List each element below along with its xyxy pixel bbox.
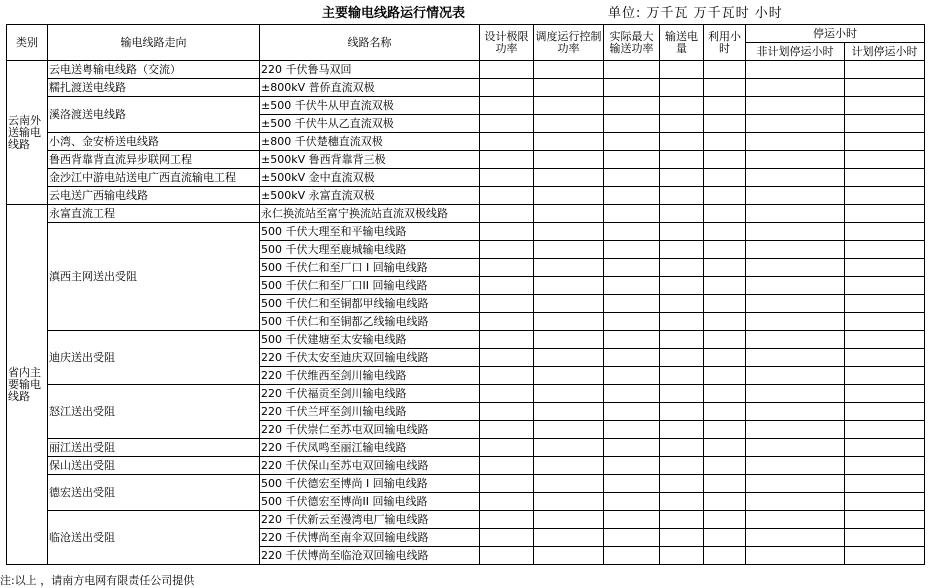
value-cell xyxy=(845,421,925,439)
value-cell xyxy=(534,493,604,511)
value-cell xyxy=(660,151,704,169)
value-cell xyxy=(660,241,704,259)
value-cell xyxy=(534,313,604,331)
value-cell xyxy=(534,169,604,187)
header-design-limit: 设计极限功率 xyxy=(480,25,534,61)
line-name-cell: 500 千伏大理至和平输电线路 xyxy=(260,223,480,241)
value-cell xyxy=(480,367,534,385)
value-cell xyxy=(746,457,845,475)
value-cell xyxy=(704,349,746,367)
line-name-cell: 500 千伏建塘至太安输电线路 xyxy=(260,331,480,349)
header-category: 类别 xyxy=(7,25,48,61)
value-cell xyxy=(604,349,660,367)
value-cell xyxy=(660,61,704,79)
value-cell xyxy=(534,205,604,223)
value-cell xyxy=(704,403,746,421)
value-cell xyxy=(845,241,925,259)
value-cell xyxy=(604,457,660,475)
value-cell xyxy=(746,439,845,457)
value-cell xyxy=(704,241,746,259)
value-cell xyxy=(704,439,746,457)
value-cell xyxy=(746,79,845,97)
value-cell xyxy=(604,151,660,169)
value-cell xyxy=(660,79,704,97)
value-cell xyxy=(534,223,604,241)
value-cell xyxy=(480,313,534,331)
value-cell xyxy=(480,529,534,547)
value-cell xyxy=(845,205,925,223)
line-name-cell: 永仁换流站至富宁换流站直流双极线路 xyxy=(260,205,480,223)
value-cell xyxy=(746,151,845,169)
value-cell xyxy=(746,511,845,529)
table-row xyxy=(7,223,925,241)
line-name-cell: ±800kV 普侨直流双极 xyxy=(260,79,480,97)
value-cell xyxy=(604,421,660,439)
value-cell xyxy=(480,151,534,169)
value-cell xyxy=(534,295,604,313)
value-cell xyxy=(604,385,660,403)
value-cell xyxy=(746,403,845,421)
value-cell xyxy=(604,529,660,547)
value-cell xyxy=(604,205,660,223)
value-cell xyxy=(660,223,704,241)
value-cell xyxy=(704,367,746,385)
value-cell xyxy=(704,79,746,97)
value-cell xyxy=(746,259,845,277)
value-cell xyxy=(534,511,604,529)
line-name-cell: ±500kV 金中直流双极 xyxy=(260,169,480,187)
line-name-cell: ±500kV 鲁西背靠背三极 xyxy=(260,151,480,169)
value-cell xyxy=(660,115,704,133)
value-cell xyxy=(704,493,746,511)
value-cell xyxy=(746,313,845,331)
value-cell xyxy=(660,277,704,295)
route-cell: 保山送出受阻 xyxy=(48,457,260,475)
table-row xyxy=(7,97,925,115)
value-cell xyxy=(660,547,704,565)
category-cell: 云南外送输电线路 xyxy=(7,61,48,205)
line-name-cell: 220 千伏新云至漫湾电厂输电线路 xyxy=(260,511,480,529)
value-cell xyxy=(480,457,534,475)
value-cell xyxy=(604,115,660,133)
line-name-cell: ±500 千伏牛从乙直流双极 xyxy=(260,115,480,133)
value-cell xyxy=(534,151,604,169)
line-name-cell: ±500 千伏牛从甲直流双极 xyxy=(260,97,480,115)
line-name-cell: 220 千伏太安至迪庆双回输电线路 xyxy=(260,349,480,367)
value-cell xyxy=(845,79,925,97)
value-cell xyxy=(480,439,534,457)
value-cell xyxy=(534,79,604,97)
value-cell xyxy=(534,259,604,277)
route-cell: 滇西主网送出受阻 xyxy=(48,223,260,331)
value-cell xyxy=(604,187,660,205)
value-cell xyxy=(704,61,746,79)
value-cell xyxy=(746,385,845,403)
value-cell xyxy=(480,331,534,349)
value-cell xyxy=(704,313,746,331)
value-cell xyxy=(480,79,534,97)
line-name-cell: ±500kV 永富直流双极 xyxy=(260,187,480,205)
line-name-cell: 220 千伏凤鸣至丽江输电线路 xyxy=(260,439,480,457)
value-cell xyxy=(660,133,704,151)
value-cell xyxy=(480,97,534,115)
value-cell xyxy=(845,169,925,187)
value-cell xyxy=(534,439,604,457)
value-cell xyxy=(604,79,660,97)
value-cell xyxy=(704,223,746,241)
value-cell xyxy=(534,241,604,259)
value-cell xyxy=(534,349,604,367)
value-cell xyxy=(660,511,704,529)
value-cell xyxy=(746,205,845,223)
value-cell xyxy=(845,277,925,295)
value-cell xyxy=(660,421,704,439)
value-cell xyxy=(704,547,746,565)
route-cell: 云电送广西输电线路 xyxy=(48,187,260,205)
route-cell: 金沙江中游电站送电广西直流输电工程 xyxy=(48,169,260,187)
value-cell xyxy=(746,61,845,79)
value-cell xyxy=(660,187,704,205)
value-cell xyxy=(746,223,845,241)
value-cell xyxy=(746,475,845,493)
value-cell xyxy=(534,367,604,385)
value-cell xyxy=(534,115,604,133)
value-cell xyxy=(480,277,534,295)
value-cell xyxy=(704,457,746,475)
header-route: 输电线路走向 xyxy=(48,25,260,61)
value-cell xyxy=(604,439,660,457)
table-row xyxy=(7,511,925,529)
line-name-cell: 220 千伏鲁马双回 xyxy=(260,61,480,79)
header-line-name: 线路名称 xyxy=(260,25,480,61)
line-name-cell: 220 千伏福贡至剑川输电线路 xyxy=(260,385,480,403)
value-cell xyxy=(604,547,660,565)
header-dispatch-control: 调度运行控制功率 xyxy=(534,25,604,61)
value-cell xyxy=(746,133,845,151)
route-cell: 小湾、金安桥送电线路 xyxy=(48,133,260,151)
value-cell xyxy=(845,529,925,547)
value-cell xyxy=(480,133,534,151)
value-cell xyxy=(845,475,925,493)
line-name-cell: 220 千伏兰坪至剑川输电线路 xyxy=(260,403,480,421)
value-cell xyxy=(660,169,704,187)
value-cell xyxy=(746,295,845,313)
route-cell: 鲁西背靠背直流异步联网工程 xyxy=(48,151,260,169)
value-cell xyxy=(480,61,534,79)
line-name-cell: 500 千伏仁和至厂口II 回输电线路 xyxy=(260,277,480,295)
line-name-cell: 500 千伏大理至鹿城输电线路 xyxy=(260,241,480,259)
line-name-cell: 500 千伏仁和至铜都乙线输电线路 xyxy=(260,313,480,331)
value-cell xyxy=(480,403,534,421)
table-row xyxy=(7,385,925,403)
header-unplanned: 非计划停运小时 xyxy=(746,43,845,61)
value-cell xyxy=(660,313,704,331)
value-cell xyxy=(746,529,845,547)
value-cell xyxy=(604,259,660,277)
value-cell xyxy=(660,331,704,349)
value-cell xyxy=(480,475,534,493)
value-cell xyxy=(746,115,845,133)
line-name-cell: 500 千伏仁和至铜都甲线输电线路 xyxy=(260,295,480,313)
value-cell xyxy=(845,367,925,385)
table-row xyxy=(7,205,925,223)
value-cell xyxy=(845,349,925,367)
value-cell xyxy=(704,133,746,151)
value-cell xyxy=(604,331,660,349)
table-row xyxy=(7,475,925,493)
line-name-cell: 220 千伏维西至剑川输电线路 xyxy=(260,367,480,385)
value-cell xyxy=(746,331,845,349)
value-cell xyxy=(845,97,925,115)
table-row xyxy=(7,133,925,151)
value-cell xyxy=(704,295,746,313)
value-cell xyxy=(845,493,925,511)
value-cell xyxy=(845,151,925,169)
route-cell: 怒江送出受阻 xyxy=(48,385,260,439)
value-cell xyxy=(534,421,604,439)
value-cell xyxy=(845,115,925,133)
value-cell xyxy=(746,349,845,367)
value-cell xyxy=(534,457,604,475)
value-cell xyxy=(534,187,604,205)
value-cell xyxy=(534,529,604,547)
line-name-cell: 220 千伏崇仁至苏屯双回输电线路 xyxy=(260,421,480,439)
value-cell xyxy=(845,331,925,349)
value-cell xyxy=(704,529,746,547)
value-cell xyxy=(704,259,746,277)
value-cell xyxy=(480,223,534,241)
value-cell xyxy=(604,133,660,151)
value-cell xyxy=(604,241,660,259)
value-cell xyxy=(604,367,660,385)
footnote: 注:以上 ，请南方电网有限责任公司提供 xyxy=(0,574,195,587)
value-cell xyxy=(660,349,704,367)
value-cell xyxy=(660,385,704,403)
value-cell xyxy=(480,205,534,223)
line-name-cell: 220 千伏保山至苏屯双回输电线路 xyxy=(260,457,480,475)
category-cell: 省内主要输电线路 xyxy=(7,205,48,565)
value-cell xyxy=(746,547,845,565)
value-cell xyxy=(604,313,660,331)
value-cell xyxy=(660,475,704,493)
value-cell xyxy=(704,151,746,169)
line-name-cell: ±800 千伏楚穗直流双极 xyxy=(260,133,480,151)
value-cell xyxy=(480,493,534,511)
route-cell: 永富直流工程 xyxy=(48,205,260,223)
table-row xyxy=(7,151,925,169)
value-cell xyxy=(845,259,925,277)
table-row xyxy=(7,169,925,187)
value-cell xyxy=(480,259,534,277)
table-row xyxy=(7,61,925,79)
value-cell xyxy=(660,295,704,313)
header-planned: 计划停运小时 xyxy=(845,43,925,61)
value-cell xyxy=(534,331,604,349)
value-cell xyxy=(480,187,534,205)
value-cell xyxy=(845,457,925,475)
value-cell xyxy=(660,97,704,115)
value-cell xyxy=(660,259,704,277)
value-cell xyxy=(845,61,925,79)
value-cell xyxy=(604,403,660,421)
value-cell xyxy=(604,223,660,241)
value-cell xyxy=(704,205,746,223)
value-cell xyxy=(845,439,925,457)
value-cell xyxy=(534,97,604,115)
report-title: 主要输电线路运行情况表 xyxy=(322,6,466,21)
value-cell xyxy=(480,295,534,313)
value-cell xyxy=(704,187,746,205)
line-name-cell: 500 千伏德宏至博尚 I 回输电线路 xyxy=(260,475,480,493)
value-cell xyxy=(480,511,534,529)
value-cell xyxy=(746,97,845,115)
route-cell: 德宏送出受阻 xyxy=(48,475,260,511)
line-name-cell: 500 千伏德宏至博尚II 回输电线路 xyxy=(260,493,480,511)
value-cell xyxy=(704,331,746,349)
value-cell xyxy=(845,187,925,205)
value-cell xyxy=(704,511,746,529)
value-cell xyxy=(845,547,925,565)
line-name-cell: 500 千伏仁和至厂口 I 回输电线路 xyxy=(260,259,480,277)
value-cell xyxy=(704,97,746,115)
value-cell xyxy=(534,547,604,565)
value-cell xyxy=(660,367,704,385)
value-cell xyxy=(660,529,704,547)
value-cell xyxy=(604,61,660,79)
value-cell xyxy=(746,493,845,511)
value-cell xyxy=(604,295,660,313)
value-cell xyxy=(534,133,604,151)
value-cell xyxy=(604,277,660,295)
header-outage: 停运小时 xyxy=(746,25,925,43)
transmission-table xyxy=(6,24,925,565)
line-name-cell: 220 千伏博尚至南伞双回输电线路 xyxy=(260,529,480,547)
value-cell xyxy=(534,403,604,421)
header-utilization: 利用小时 xyxy=(704,25,746,61)
value-cell xyxy=(660,403,704,421)
route-cell: 云电送粤输电线路（交流） xyxy=(48,61,260,79)
route-cell: 糯扎渡送电线路 xyxy=(48,79,260,97)
value-cell xyxy=(604,169,660,187)
value-cell xyxy=(704,475,746,493)
route-cell: 临沧送出受阻 xyxy=(48,511,260,565)
value-cell xyxy=(746,241,845,259)
value-cell xyxy=(845,511,925,529)
value-cell xyxy=(660,457,704,475)
value-cell xyxy=(660,439,704,457)
value-cell xyxy=(480,115,534,133)
value-cell xyxy=(480,385,534,403)
value-cell xyxy=(704,385,746,403)
value-cell xyxy=(746,187,845,205)
header-energy: 输送电量 xyxy=(660,25,704,61)
value-cell xyxy=(480,349,534,367)
value-cell xyxy=(746,421,845,439)
value-cell xyxy=(704,115,746,133)
value-cell xyxy=(746,169,845,187)
value-cell xyxy=(845,313,925,331)
table-row xyxy=(7,187,925,205)
unit-label: 单位: 万千瓦 万千瓦时 小时 xyxy=(608,6,783,21)
table-row xyxy=(7,439,925,457)
value-cell xyxy=(704,421,746,439)
value-cell xyxy=(604,493,660,511)
table-row xyxy=(7,331,925,349)
route-cell: 迪庆送出受阻 xyxy=(48,331,260,385)
route-cell: 丽江送出受阻 xyxy=(48,439,260,457)
value-cell xyxy=(845,295,925,313)
value-cell xyxy=(660,205,704,223)
value-cell xyxy=(660,493,704,511)
value-cell xyxy=(480,421,534,439)
value-cell xyxy=(534,475,604,493)
value-cell xyxy=(604,475,660,493)
value-cell xyxy=(534,277,604,295)
table-row xyxy=(7,79,925,97)
value-cell xyxy=(845,385,925,403)
title-bar xyxy=(0,2,935,20)
value-cell xyxy=(845,223,925,241)
value-cell xyxy=(704,277,746,295)
header-actual-max: 实际最大输送功率 xyxy=(604,25,660,61)
value-cell xyxy=(746,277,845,295)
value-cell xyxy=(845,133,925,151)
value-cell xyxy=(534,61,604,79)
value-cell xyxy=(604,511,660,529)
value-cell xyxy=(534,385,604,403)
value-cell xyxy=(704,169,746,187)
line-name-cell: 220 千伏博尚至临沧双回输电线路 xyxy=(260,547,480,565)
value-cell xyxy=(480,241,534,259)
value-cell xyxy=(480,169,534,187)
table-row xyxy=(7,457,925,475)
value-cell xyxy=(845,403,925,421)
route-cell: 溪洛渡送电线路 xyxy=(48,97,260,133)
value-cell xyxy=(746,367,845,385)
value-cell xyxy=(480,547,534,565)
value-cell xyxy=(604,97,660,115)
